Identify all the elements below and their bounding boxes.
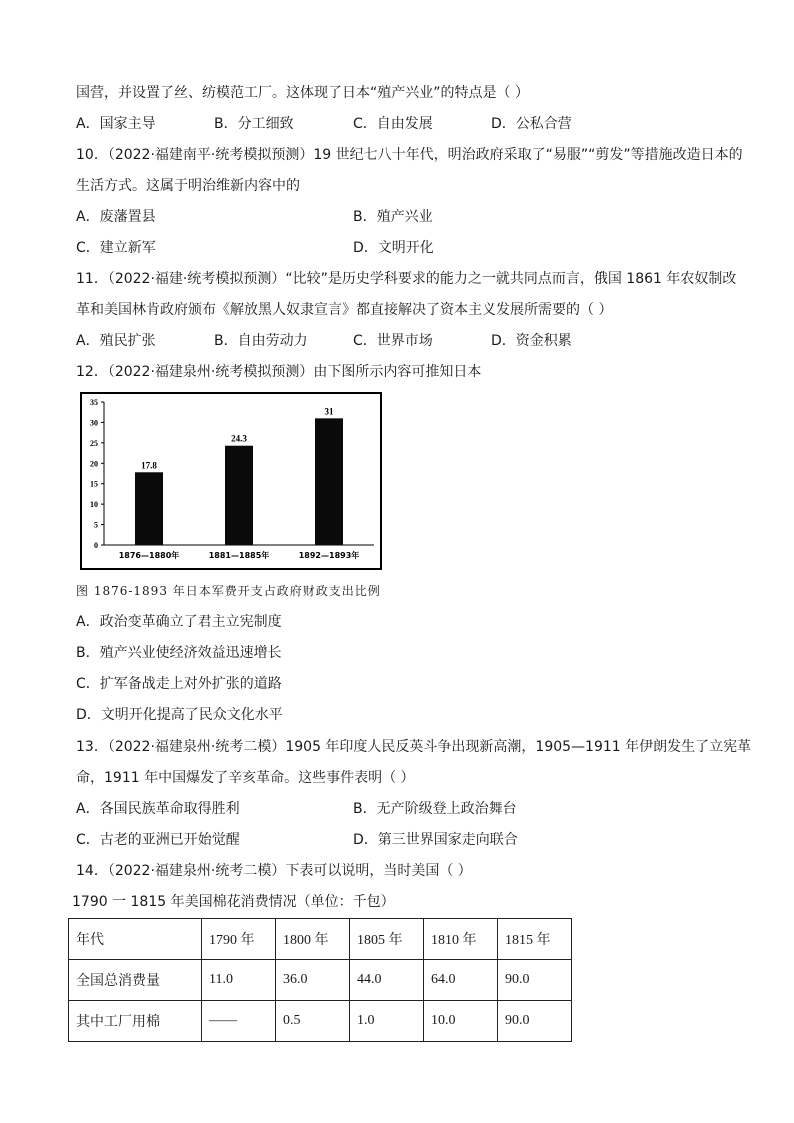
q11-stem-line1: 11．（2022·福建·统考模拟预测）“比较”是历史学科要求的能力之一就共同点而言，俄国 1861 年农奴制改 [76,271,737,287]
q11-option-b[interactable]: B．自由劳动力 [214,333,308,349]
q13-stem-line1: 13．（2022·福建泉州·统考二模）1905 年印度人民反英斗争出现新高潮，1905—1911 年伊朗发生了立宪革 [76,739,752,755]
q10-option-a[interactable]: A．废藩置县 [76,209,156,225]
bar [315,418,343,545]
q10-stem-line1: 10．（2022·福建南平·统考模拟预测）19 世纪七八十年代，明治政府采取了“易服”“剪发”等措施改造日本的 [76,147,743,163]
table-header-cell: 年代 [69,919,202,960]
q13-option-b[interactable]: B．无产阶级登上政治舞台 [353,801,517,817]
y-tick-label: 35 [90,398,98,407]
table-cell: 90.0 [498,960,572,1001]
y-tick-label: 25 [90,438,98,448]
military-spending-bar-chart [80,392,382,570]
y-tick-label: 10 [90,500,98,510]
table-row [69,960,572,1001]
table-cell: 36.0 [276,960,350,1001]
table-cell: 1.0 [350,1001,424,1042]
q10-option-c[interactable]: C．建立新军 [76,240,156,256]
y-tick-label: 15 [90,479,98,489]
chart-caption: 图 1876-1893 年日本军费开支占政府财政支出比例 [76,584,381,598]
q12-option-d[interactable]: D．文明开化提高了民众文化水平 [76,707,283,723]
q11-stem-line2: 革和美国林肯政府颁布《解放黑人奴隶宣言》都直接解决了资本主义发展所需要的（ ） [76,302,613,318]
q14-stem: 14．（2022·福建泉州·统考二模）下表可以说明，当时美国（ ） [76,863,472,879]
q11-option-a[interactable]: A．殖民扩张 [76,333,156,349]
q12-stem: 12．（2022·福建泉州·统考模拟预测）由下图所示内容可推知日本 [76,364,482,380]
q13-option-d[interactable]: D．第三世界国家走向联合 [353,832,518,848]
q9-option-d[interactable]: D．公私合营 [491,116,572,132]
table-cell: 11.0 [202,960,276,1001]
q10-stem-line2: 生活方式。这属于明治维新内容中的 [76,178,300,194]
q11-option-d[interactable]: D．资金积累 [491,333,572,349]
bar [225,446,253,545]
bar-value-label: 31 [324,406,334,417]
q9-option-b[interactable]: B．分工细致 [214,116,294,132]
y-tick-label: 20 [90,459,98,469]
x-tick-label: 1881—1885年 [208,551,270,560]
table-header-row [69,919,572,960]
table-cell: 其中工厂用棉 [69,1001,202,1042]
q9-stem-continuation: 国营，并设置了丝、纺模范工厂。这体现了日本“殖产兴业”的特点是（ ） [76,85,529,101]
table-cell: 90.0 [498,1001,572,1042]
table-cell: 0.5 [276,1001,350,1042]
q13-option-c[interactable]: C．古老的亚洲已开始觉醒 [76,832,240,848]
table-header-cell: 1815 年 [498,919,572,960]
q10-option-b[interactable]: B．殖产兴业 [353,209,433,225]
q13-option-a[interactable]: A．各国民族革命取得胜利 [76,801,240,817]
x-tick-label: 1876—1880年 [118,551,180,560]
q9-option-c[interactable]: C．自由发展 [353,116,433,132]
table-header-cell: 1810 年 [424,919,498,960]
y-tick-label: 30 [90,418,98,428]
q10-option-d[interactable]: D．文明开化 [353,240,434,256]
table-cell: 全国总消费量 [69,960,202,1001]
q11-option-c[interactable]: C．世界市场 [353,333,433,349]
y-tick-label: 0 [94,541,98,550]
bar-value-label: 17.8 [141,460,157,471]
q9-option-a[interactable]: A．国家主导 [76,116,156,132]
table-cell: 44.0 [350,960,424,1001]
table-header-cell: 1800 年 [276,919,350,960]
bar [135,472,163,545]
table-title: 1790 一 1815 年美国棉花消费情况（单位：千包） [72,894,395,910]
table-row [69,1001,572,1042]
bar-value-label: 24.3 [231,433,247,444]
cotton-consumption-table [68,918,572,1042]
q12-option-c[interactable]: C．扩军备战走上对外扩张的道路 [76,676,282,692]
q12-option-a[interactable]: A．政治变革确立了君主立宪制度 [76,614,282,630]
table-cell: 10.0 [424,1001,498,1042]
y-tick-label: 5 [94,520,98,530]
x-tick-label: 1892—1893年 [298,551,360,560]
table-header-cell: 1805 年 [350,919,424,960]
table-header-cell: 1790 年 [202,919,276,960]
q12-option-b[interactable]: B．殖产兴业使经济效益迅速增长 [76,645,282,661]
q13-stem-line2: 命，1911 年中国爆发了辛亥革命。这些事件表明（ ） [76,770,415,786]
table-cell: —— [202,1001,276,1042]
table-cell: 64.0 [424,960,498,1001]
